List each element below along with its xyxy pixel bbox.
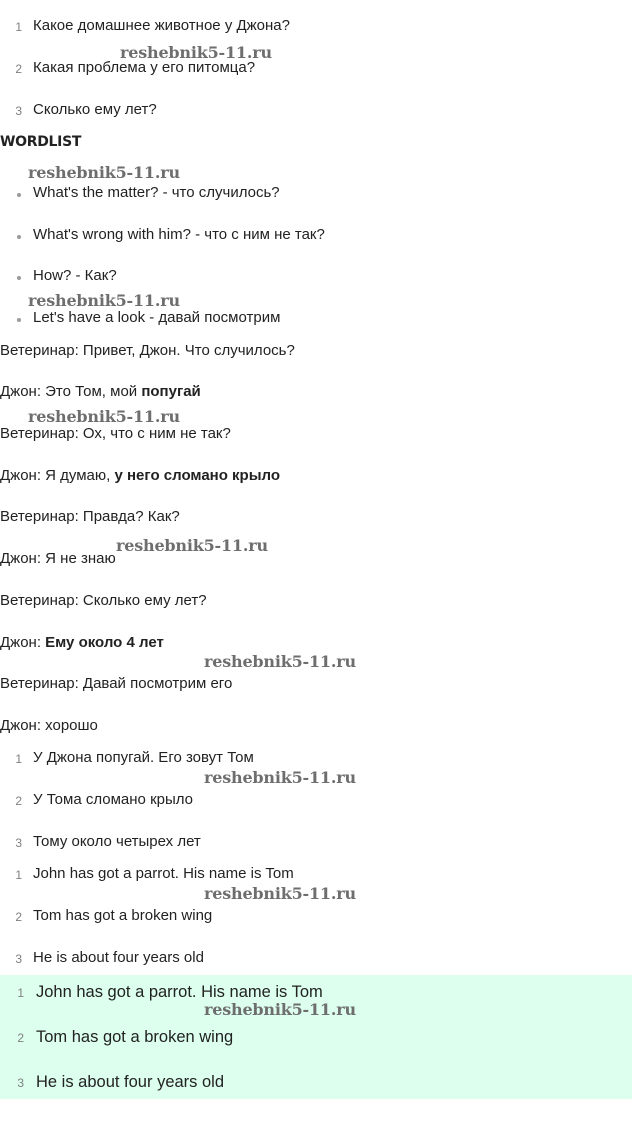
list-number: 3: [17, 1076, 24, 1090]
watermark: reshebnik5-11.ru: [28, 163, 180, 182]
list-number: 1: [15, 752, 22, 766]
answer-ru-2: У Тома сломано крыло: [33, 791, 194, 808]
answer-ru-3: Тому около четырех лет: [33, 833, 201, 850]
question-3: Сколько ему лет?: [33, 101, 157, 118]
dialogue-line: Джон: хорошо: [0, 717, 98, 734]
list-number: 3: [15, 104, 22, 118]
list-number: 2: [15, 910, 22, 924]
list-number: 3: [15, 836, 22, 850]
answer-en-3: He is about four years old: [33, 949, 204, 966]
highlighted-answer-2: Tom has got a broken wing: [36, 1028, 234, 1046]
highlighted-answer-1: John has got a parrot. His name is Tom: [36, 983, 323, 1001]
dialogue-line: Ветеринар: Правда? Как?: [0, 508, 180, 525]
watermark: reshebnik5-11.ru: [204, 652, 356, 671]
list-number: 2: [15, 62, 22, 76]
bullet-icon: [17, 193, 21, 197]
bullet-icon: [17, 235, 21, 239]
watermark: reshebnik5-11.ru: [28, 291, 180, 310]
list-number: 1: [15, 20, 22, 34]
watermark: reshebnik5-11.ru: [28, 407, 180, 426]
wordlist-item: How? - Как?: [33, 267, 117, 284]
list-number: 2: [17, 1031, 24, 1045]
list-number: 2: [15, 794, 22, 808]
watermark: reshebnik5-11.ru: [120, 43, 272, 62]
list-number: 3: [15, 952, 22, 966]
dialogue-line: Джон: Я не знаю: [0, 550, 116, 567]
dialogue-line: Джон: Я думаю, у него сломано крыло: [0, 467, 281, 484]
list-number: 1: [15, 868, 22, 882]
dialogue-line: Ветеринар: Ох, что с ним не так?: [0, 425, 231, 442]
watermark: reshebnik5-11.ru: [116, 536, 268, 555]
answer-en-1: John has got a parrot. His name is Tom: [33, 865, 294, 882]
dialogue-line: Ветеринар: Сколько ему лет?: [0, 592, 207, 609]
wordlist-item: What's the matter? - что случилось?: [33, 184, 280, 201]
watermark: reshebnik5-11.ru: [204, 884, 356, 903]
answer-en-2: Tom has got a broken wing: [33, 907, 213, 924]
dialogue-line: Ветеринар: Привет, Джон. Что случилось?: [0, 342, 295, 359]
highlighted-answer-3: He is about four years old: [36, 1073, 225, 1091]
wordlist-item: Let's have a look - давай посмотрим: [33, 309, 281, 326]
dialogue-line: Джон: Это Том, мой попугай: [0, 383, 201, 400]
wordlist-heading: WORDLIST: [0, 134, 82, 150]
dialogue-line: Ветеринар: Давай посмотрим его: [0, 675, 233, 692]
watermark: reshebnik5-11.ru: [204, 1000, 356, 1019]
answer-ru-1: У Джона попугай. Его зовут Том: [33, 749, 254, 766]
question-2: Какая проблема у его питомца?: [33, 59, 256, 76]
bullet-icon: [17, 318, 21, 322]
bullet-icon: [17, 276, 21, 280]
wordlist-item: What's wrong with him? - что с ним не так?: [33, 226, 325, 243]
list-number: 1: [17, 986, 24, 1000]
dialogue-line: Джон: Ему около 4 лет: [0, 634, 164, 651]
question-1: Какое домашнее животное у Джона?: [33, 17, 290, 34]
watermark: reshebnik5-11.ru: [204, 768, 356, 787]
